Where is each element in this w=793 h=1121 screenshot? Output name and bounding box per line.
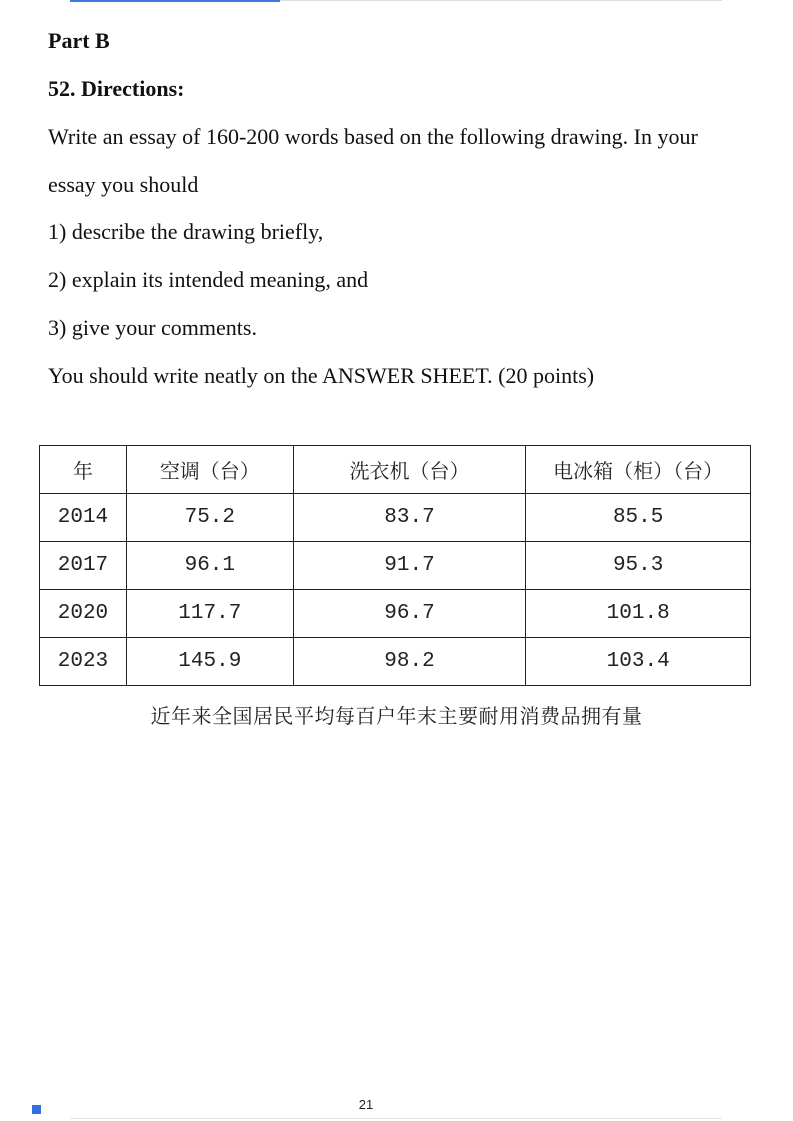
- cell-value: 117.7: [126, 590, 293, 638]
- cell-year: 2017: [40, 542, 127, 590]
- cell-value: 91.7: [293, 542, 526, 590]
- instruction-line-2: essay you should: [48, 172, 199, 197]
- header-washing-machine: 洗衣机（台）: [293, 446, 526, 494]
- cell-value: 103.4: [526, 638, 751, 686]
- header-air-conditioner: 空调（台）: [126, 446, 293, 494]
- page-number: 21: [358, 1097, 374, 1112]
- corner-marker: [32, 1105, 41, 1114]
- cell-value: 85.5: [526, 494, 751, 542]
- cell-value: 95.3: [526, 542, 751, 590]
- instruction-item-3: 3) give your comments.: [48, 315, 257, 340]
- table-header-row: [40, 446, 751, 494]
- top-divider-accent: [70, 0, 280, 2]
- table-row: [40, 638, 751, 686]
- cell-value: 101.8: [526, 590, 751, 638]
- header-year: 年: [40, 446, 127, 494]
- cell-value: 96.1: [126, 542, 293, 590]
- cell-year: 2023: [40, 638, 127, 686]
- instruction-item-1: 1) describe the drawing briefly,: [48, 219, 324, 244]
- cell-value: 96.7: [293, 590, 526, 638]
- cell-year: 2014: [40, 494, 127, 542]
- cell-value: 98.2: [293, 638, 526, 686]
- instruction-line-1: Write an essay of 160-200 words based on the following drawing. In your: [48, 124, 698, 149]
- instruction-item-2: 2) explain its intended meaning, and: [48, 267, 369, 292]
- ownership-table: [39, 445, 751, 686]
- table-row: [40, 494, 751, 542]
- instruction-closing: You should write neatly on the ANSWER SHEET. (20 points): [48, 363, 595, 388]
- question-heading: 52. Directions:: [48, 76, 185, 101]
- table-row: [40, 590, 751, 638]
- bottom-divider: [70, 1118, 722, 1119]
- cell-value: 83.7: [293, 494, 526, 542]
- cell-year: 2020: [40, 590, 127, 638]
- cell-value: 75.2: [126, 494, 293, 542]
- table-caption: 近年来全国居民平均每百户年末主要耐用消费品拥有量: [150, 704, 643, 728]
- table-row: [40, 542, 751, 590]
- header-refrigerator: 电冰箱（柜）（台）: [526, 446, 751, 494]
- cell-value: 145.9: [126, 638, 293, 686]
- section-title: Part B: [48, 28, 110, 53]
